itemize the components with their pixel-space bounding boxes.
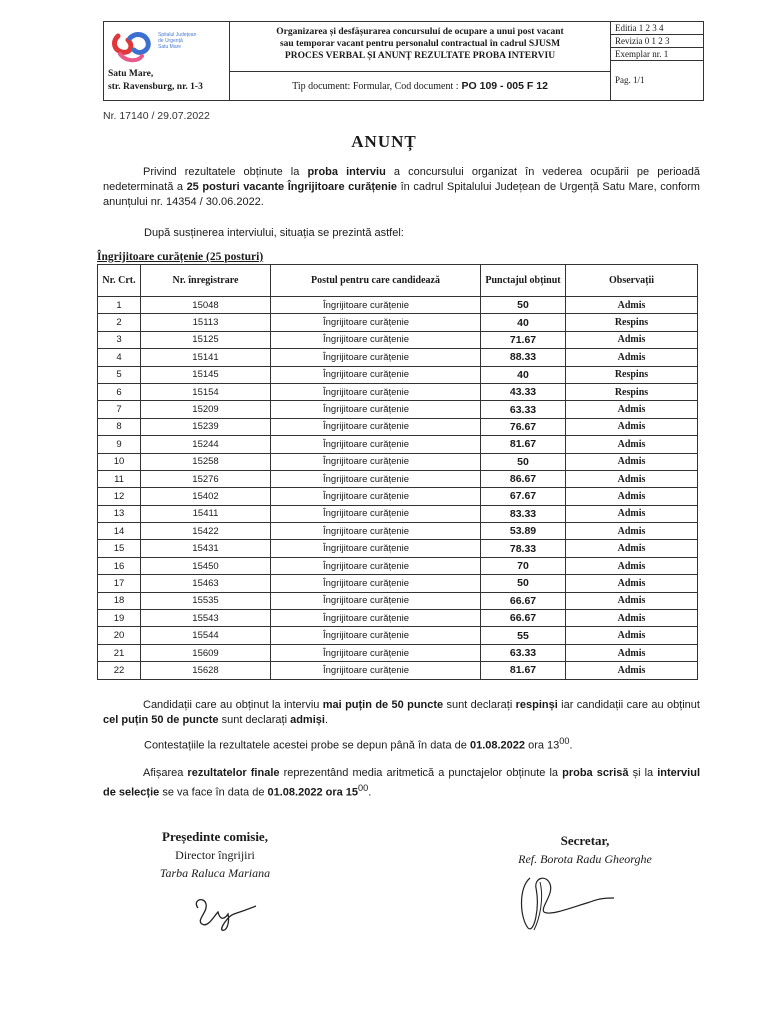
- row-observation: Admis: [566, 662, 698, 679]
- table-row: [98, 575, 698, 592]
- hospital-logo-icon: [110, 28, 154, 64]
- col-nr-crt: Nr. Crt.: [98, 265, 141, 297]
- row-nr: 2: [98, 314, 141, 331]
- secretary-name: Ref. Borota Radu Gheorghe: [518, 852, 652, 866]
- row-observation: Respins: [566, 383, 698, 400]
- row-nr: 5: [98, 366, 141, 383]
- row-nr: 10: [98, 453, 141, 470]
- table-row: [98, 331, 698, 348]
- row-position: Îngrijitoare curățenie: [271, 662, 481, 679]
- intro-paragraph: Privind rezultatele obținute la proba interviu a concursului organizat în vederea ocupării pe perioadă nedeterminată a 25 posturi vacante Îngrijitoare curățenie în cadrul Spitalului Județean de Urgență Satu Mare, conform anunțului nr. 14354 / 30.06.2022.: [103, 166, 701, 208]
- row-position: Îngrijitoare curățenie: [271, 297, 481, 314]
- row-score: 86.67: [481, 470, 566, 487]
- row-registration: 15244: [141, 436, 271, 453]
- row-position: Îngrijitoare curățenie: [271, 575, 481, 592]
- row-score: 67.67: [481, 488, 566, 505]
- table-caption: Îngrijitoare curățenie (25 posturi): [97, 251, 264, 263]
- document-type: Tip document: Formular, Cod document : PO 109 - 005 F 12: [292, 80, 548, 92]
- row-score: 81.67: [481, 662, 566, 679]
- row-score: 55: [481, 627, 566, 644]
- row-registration: 15431: [141, 540, 271, 557]
- table-row: [98, 610, 698, 627]
- row-score: 63.33: [481, 644, 566, 661]
- row-registration: 15422: [141, 523, 271, 540]
- table-row: [98, 470, 698, 487]
- table-row: [98, 401, 698, 418]
- row-registration: 15609: [141, 644, 271, 661]
- row-score: 50: [481, 575, 566, 592]
- row-score: 40: [481, 314, 566, 331]
- row-score: 76.67: [481, 418, 566, 435]
- table-header-row: [98, 265, 698, 297]
- row-position: Îngrijitoare curățenie: [271, 470, 481, 487]
- row-observation: Admis: [566, 470, 698, 487]
- row-nr: 6: [98, 383, 141, 400]
- row-observation: Admis: [566, 436, 698, 453]
- rule-paragraph: Candidații care au obținut la interviu mai puțin de 50 puncte sunt declarați respinși iar candidații care au obținut cel puțin 50 de puncte sunt declarați admiși.: [103, 699, 700, 726]
- logo-text: Spitalul Județean de Urgență Satu Mare: [158, 32, 197, 50]
- table-row: [98, 557, 698, 574]
- row-registration: 15402: [141, 488, 271, 505]
- col-score: Punctajul obținut: [481, 265, 566, 297]
- revision: Revizia 0 1 2 3: [611, 35, 703, 48]
- table-row: [98, 453, 698, 470]
- row-registration: 15411: [141, 505, 271, 522]
- row-observation: Admis: [566, 557, 698, 574]
- document-number: Nr. 17140 / 29.07.2022: [103, 110, 210, 122]
- row-position: Îngrijitoare curățenie: [271, 627, 481, 644]
- secretary-signature-block: [460, 832, 710, 868]
- row-registration: 15258: [141, 453, 271, 470]
- page-title: ANUNȚ: [351, 132, 417, 151]
- president-name: Tarba Raluca Mariana: [159, 866, 271, 880]
- row-registration: 15048: [141, 297, 271, 314]
- row-nr: 18: [98, 592, 141, 609]
- table-row: [98, 523, 698, 540]
- president-role: Președinte comisie,: [162, 829, 268, 844]
- row-score: 83.33: [481, 505, 566, 522]
- row-nr: 16: [98, 557, 141, 574]
- row-score: 88.33: [481, 349, 566, 366]
- row-registration: 15543: [141, 610, 271, 627]
- row-observation: Admis: [566, 401, 698, 418]
- col-registration: Nr. înregistrare: [141, 265, 271, 297]
- row-score: 50: [481, 453, 566, 470]
- table-row: [98, 488, 698, 505]
- row-nr: 20: [98, 627, 141, 644]
- president-title: Director îngrijiri: [175, 848, 255, 862]
- row-nr: 13: [98, 505, 141, 522]
- row-score: 70: [481, 557, 566, 574]
- final-results-paragraph: Afișarea rezultatelor finale reprezentând media aritmetică a punctajelor obținute la proba scrisă și la interviul de selecție se va face în data de 01.08.2022 ora $15^{00}$.: [103, 767, 701, 799]
- table-row: [98, 366, 698, 383]
- secretary-signature-icon: [510, 868, 620, 938]
- row-observation: Respins: [566, 366, 698, 383]
- row-nr: 21: [98, 644, 141, 661]
- row-nr: 14: [98, 523, 141, 540]
- row-registration: 15450: [141, 557, 271, 574]
- table-row: [98, 349, 698, 366]
- row-observation: Admis: [566, 349, 698, 366]
- table-row: [98, 297, 698, 314]
- row-observation: Admis: [566, 488, 698, 505]
- row-registration: 15125: [141, 331, 271, 348]
- table-body: [98, 297, 698, 680]
- row-score: 81.67: [481, 436, 566, 453]
- intro-paragraph-2: După susținerea interviului, situația se prezintă astfel:: [144, 227, 404, 239]
- president-signature-block: [115, 828, 315, 882]
- secretary-role: Secretar,: [560, 833, 610, 848]
- row-registration: 15113: [141, 314, 271, 331]
- row-registration: 15628: [141, 662, 271, 679]
- row-registration: 15239: [141, 418, 271, 435]
- row-position: Îngrijitoare curățenie: [271, 401, 481, 418]
- row-position: Îngrijitoare curățenie: [271, 383, 481, 400]
- row-observation: Admis: [566, 592, 698, 609]
- row-position: Îngrijitoare curățenie: [271, 488, 481, 505]
- table-row: [98, 592, 698, 609]
- row-score: 66.67: [481, 610, 566, 627]
- row-observation: Admis: [566, 523, 698, 540]
- row-registration: 15145: [141, 366, 271, 383]
- row-registration: 15463: [141, 575, 271, 592]
- results-table: [97, 264, 698, 680]
- row-observation: Admis: [566, 297, 698, 314]
- row-position: Îngrijitoare curățenie: [271, 540, 481, 557]
- row-nr: 17: [98, 575, 141, 592]
- row-observation: Admis: [566, 575, 698, 592]
- table-row: [98, 383, 698, 400]
- row-position: Îngrijitoare curățenie: [271, 331, 481, 348]
- row-nr: 11: [98, 470, 141, 487]
- row-registration: 15544: [141, 627, 271, 644]
- row-nr: 15: [98, 540, 141, 557]
- row-score: 71.67: [481, 331, 566, 348]
- row-position: Îngrijitoare curățenie: [271, 314, 481, 331]
- row-position: Îngrijitoare curățenie: [271, 557, 481, 574]
- row-observation: Admis: [566, 644, 698, 661]
- row-nr: 12: [98, 488, 141, 505]
- page-number: Pag. 1/1: [615, 75, 645, 85]
- row-score: 43.33: [481, 383, 566, 400]
- row-observation: Admis: [566, 331, 698, 348]
- row-position: Îngrijitoare curățenie: [271, 418, 481, 435]
- row-position: Îngrijitoare curățenie: [271, 610, 481, 627]
- row-score: 40: [481, 366, 566, 383]
- row-observation: Admis: [566, 610, 698, 627]
- row-registration: 15535: [141, 592, 271, 609]
- row-nr: 22: [98, 662, 141, 679]
- table-row: [98, 627, 698, 644]
- row-observation: Admis: [566, 627, 698, 644]
- row-observation: Admis: [566, 540, 698, 557]
- row-score: 53.89: [481, 523, 566, 540]
- document-header: [103, 21, 704, 101]
- table-row: [98, 314, 698, 331]
- table-row: [98, 505, 698, 522]
- row-position: Îngrijitoare curățenie: [271, 644, 481, 661]
- row-position: Îngrijitoare curățenie: [271, 592, 481, 609]
- row-registration: 15154: [141, 383, 271, 400]
- row-position: Îngrijitoare curățenie: [271, 453, 481, 470]
- row-nr: 19: [98, 610, 141, 627]
- row-nr: 7: [98, 401, 141, 418]
- row-observation: Admis: [566, 505, 698, 522]
- row-position: Îngrijitoare curățenie: [271, 349, 481, 366]
- table-row: [98, 436, 698, 453]
- table-row: [98, 662, 698, 679]
- appeal-paragraph: Contestațiile la rezultatele acestei probe se depun până în data de 01.08.2022 ora $13^{00}$.: [144, 736, 573, 752]
- table-row: [98, 418, 698, 435]
- header-title: Organizarea și desfășurarea concursului de ocupare a unui post vacant sau temporar vacant pentru personalul contractual în cadrul SJUSM PROCES VERBAL ȘI ANUNȚ REZULTATE PROBA INTERVIU: [230, 22, 610, 72]
- table-row: [98, 644, 698, 661]
- col-position: Postul pentru care candidează: [271, 265, 481, 297]
- row-score: 78.33: [481, 540, 566, 557]
- row-nr: 3: [98, 331, 141, 348]
- row-position: Îngrijitoare curățenie: [271, 436, 481, 453]
- row-score: 63.33: [481, 401, 566, 418]
- row-nr: 8: [98, 418, 141, 435]
- row-observation: Respins: [566, 314, 698, 331]
- row-observation: Admis: [566, 418, 698, 435]
- row-registration: 15276: [141, 470, 271, 487]
- row-observation: Admis: [566, 453, 698, 470]
- row-position: Îngrijitoare curățenie: [271, 366, 481, 383]
- row-score: 66.67: [481, 592, 566, 609]
- row-registration: 15209: [141, 401, 271, 418]
- table-row: [98, 540, 698, 557]
- document-code: PO 109 - 005 F 12: [461, 80, 548, 92]
- copy-number: Exemplar nr. 1: [611, 48, 703, 61]
- header-logo-cell: [104, 22, 230, 100]
- president-signature-icon: [190, 890, 270, 935]
- row-nr: 9: [98, 436, 141, 453]
- header-meta-cell: [611, 22, 703, 100]
- header-title-cell: [230, 22, 611, 100]
- row-registration: 15141: [141, 349, 271, 366]
- hospital-address: Satu Mare, str. Ravensburg, nr. 1-3: [108, 69, 203, 92]
- row-score: 50: [481, 297, 566, 314]
- row-nr: 1: [98, 297, 141, 314]
- edition: Editia 1 2 3 4: [611, 22, 703, 35]
- row-nr: 4: [98, 349, 141, 366]
- col-observations: Observații: [566, 265, 698, 297]
- row-position: Îngrijitoare curățenie: [271, 505, 481, 522]
- row-position: Îngrijitoare curățenie: [271, 523, 481, 540]
